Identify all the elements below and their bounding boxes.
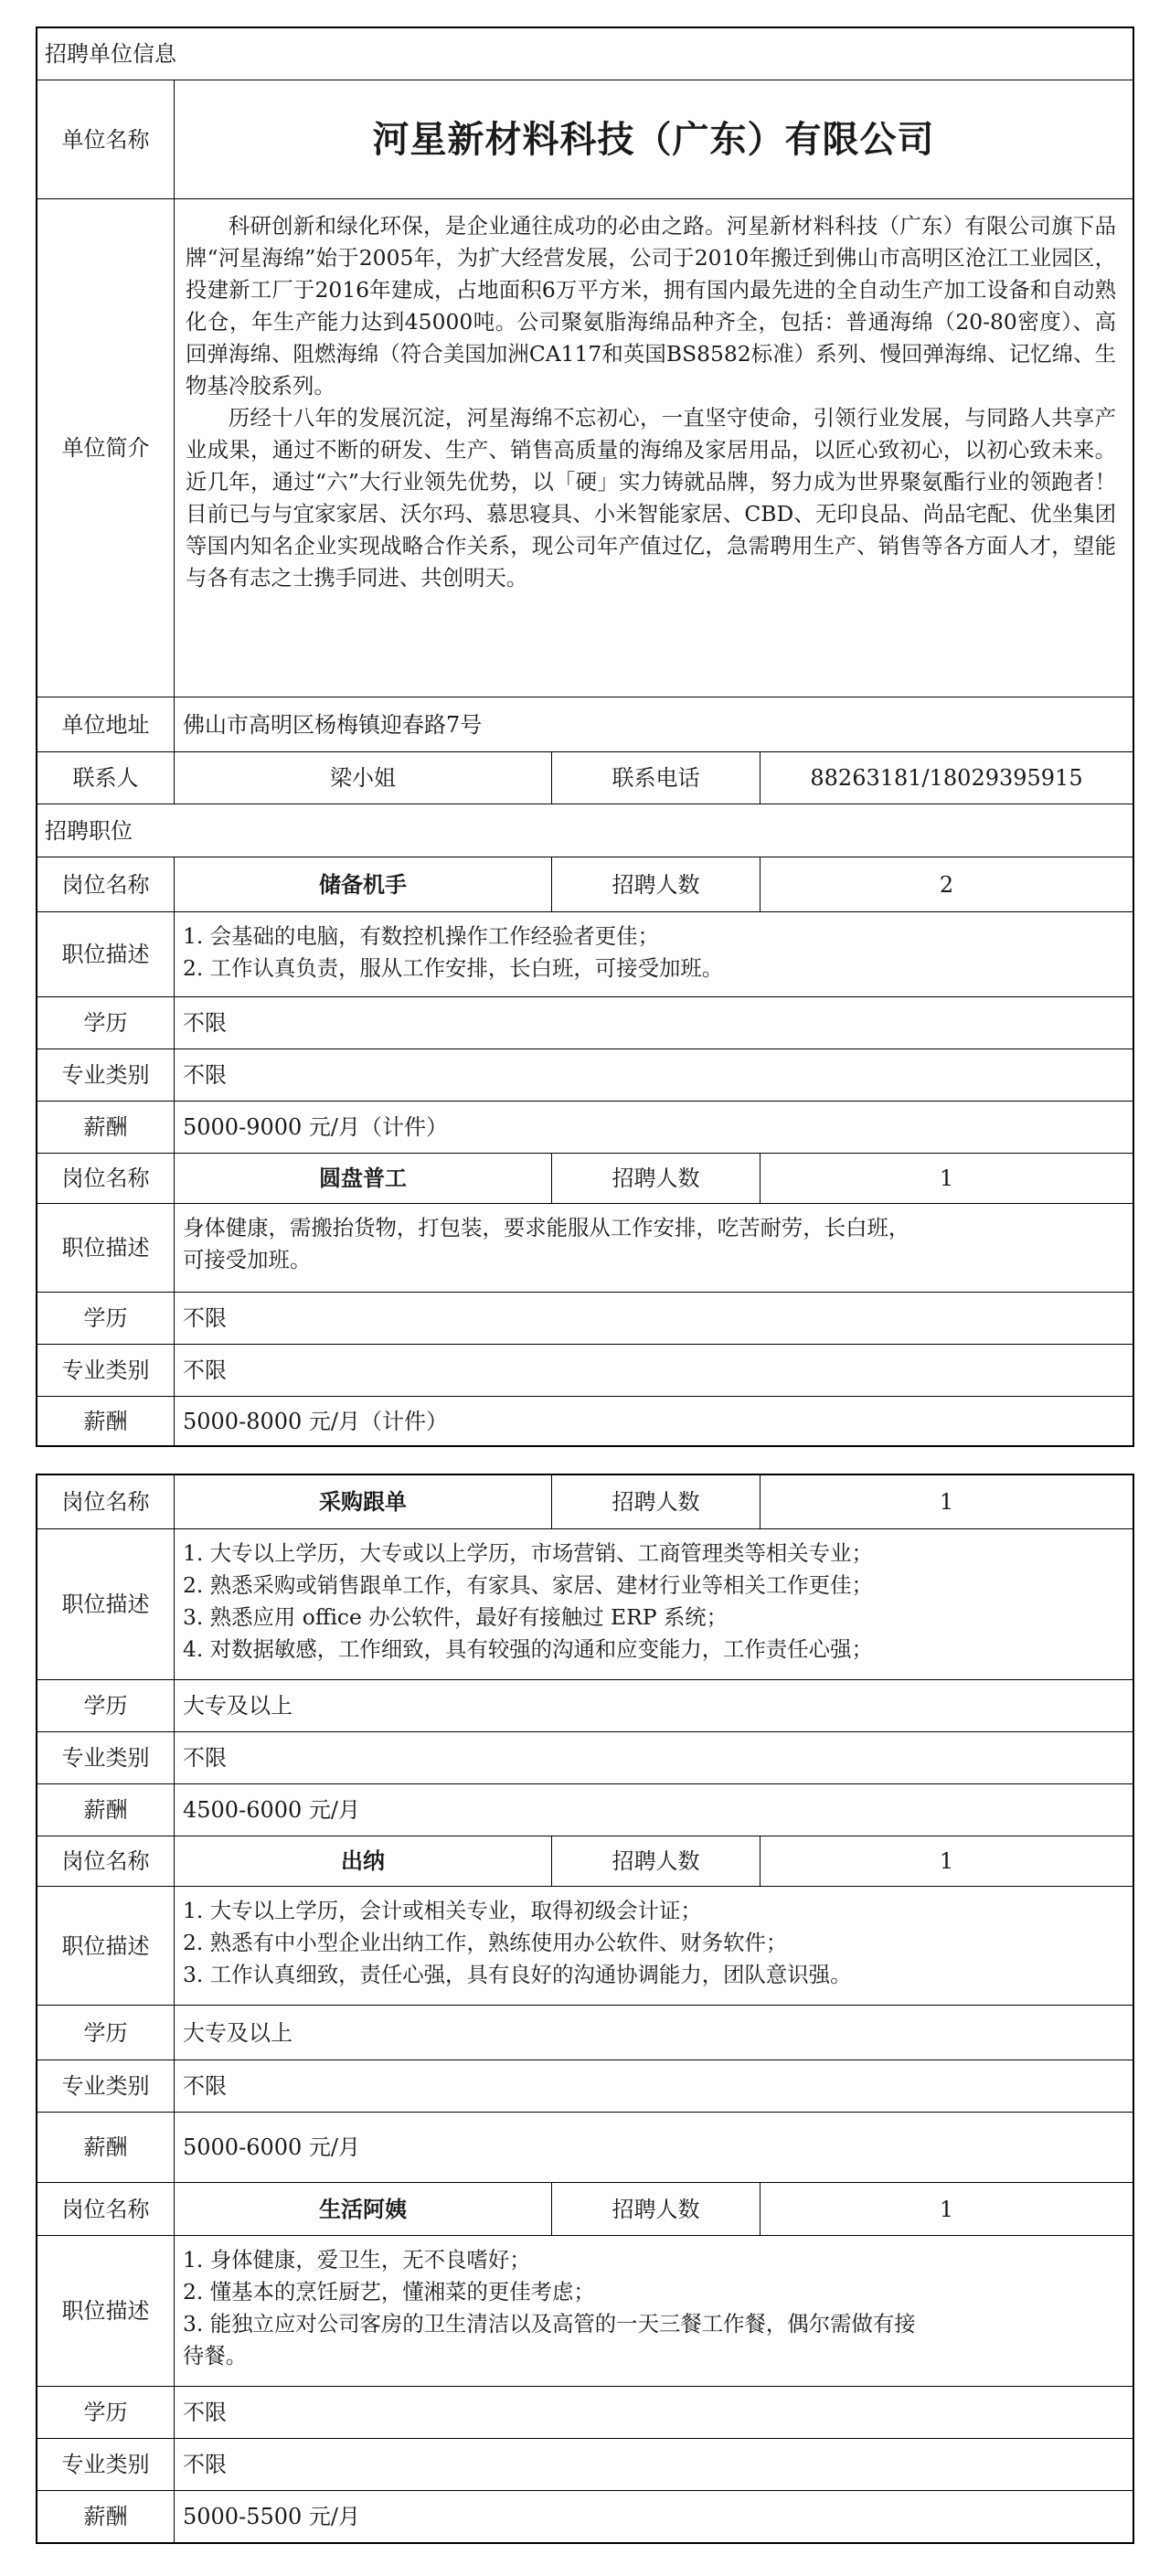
- major-row: [37, 1731, 1133, 1783]
- job-salary: 5000-8000 元/月（计件）: [174, 1397, 1133, 1445]
- salary-row: [37, 2112, 1133, 2182]
- description-line: 3. 工作认真细致，责任心强，具有良好的沟通协调能力，团队意识强。: [183, 1962, 852, 1987]
- count-label: 招聘人数: [551, 1836, 760, 1886]
- job-description: [174, 1887, 1133, 2005]
- job-salary: 5000-6000 元/月: [174, 2113, 1133, 2182]
- company-intro: [174, 199, 1133, 697]
- major-label: 专业类别: [61, 2073, 150, 2099]
- job-title-row: [37, 1836, 1133, 1886]
- job-title: 采购跟单: [174, 1475, 551, 1528]
- job-description: [174, 1204, 1133, 1292]
- position-label: 岗位名称: [61, 2196, 150, 2222]
- job-major: 不限: [174, 1345, 1133, 1396]
- job-education: 不限: [174, 2387, 1133, 2438]
- section-header-unit-info: [37, 28, 1133, 80]
- salary-label: 薪酬: [83, 1797, 128, 1823]
- job-title: 圆盘普工: [174, 1154, 551, 1203]
- description-label: 职位描述: [61, 1932, 150, 1959]
- major-row: [37, 1344, 1133, 1396]
- description-line: 待餐。: [183, 2343, 248, 2368]
- job-title-row: [37, 1475, 1133, 1528]
- description-label: 职位描述: [61, 1235, 150, 1261]
- description-label: 职位描述: [61, 2298, 150, 2324]
- education-row: [37, 2386, 1133, 2438]
- description-line: 1. 大专以上学历，大专或以上学历，市场营销、工商管理类等相关专业；: [183, 1540, 873, 1566]
- contact-label: 联系人: [72, 765, 139, 791]
- contact-row: [37, 751, 1133, 804]
- job-count: 2: [760, 857, 1133, 911]
- education-row: [37, 996, 1133, 1048]
- job-count: 1: [760, 1154, 1133, 1203]
- job-count: 1: [760, 1475, 1133, 1528]
- education-label: 学历: [83, 2400, 128, 2425]
- description-line: 可接受加班。: [183, 1247, 312, 1272]
- job-major: 不限: [174, 1732, 1133, 1783]
- job-count: 1: [760, 2183, 1133, 2235]
- company-intro-label: 单位简介: [61, 435, 150, 461]
- intro-paragraph: 历经十八年的发展沉淀，河星海绵不忘初心，一直坚守使命，引领行业发展，与同路人共享产业成果，通过不断的研发、生产、销售高质量的海绵及家居用品，以匠心致初心，以初心致未来。近几年，通过“六”大行业领先优势，以「硬」实力铸就品牌，努力成为世界聚氨酯行业的领跑者！目前已与与宜家家居、沃尔玛、慕思寝具、小米智能家居、CBD、无印良品、尚品宅配、优坐集团等国内知名企业实现战略合作关系，现公司年产值过亿，急需聘用生产、销售等各方面人才，望能与各有志之士携手同进、共创明天。: [186, 405, 1116, 591]
- education-row: [37, 2005, 1133, 2060]
- count-label: 招聘人数: [551, 1154, 760, 1203]
- description-line: 3. 能独立应对公司客房的卫生清洁以及高管的一天三餐工作餐，偶尔需做有接: [183, 2311, 916, 2336]
- phone-label: 联系电话: [551, 752, 760, 804]
- job-title-row: [37, 2182, 1133, 2235]
- section-title: 招聘职位: [45, 817, 133, 844]
- description-label: 职位描述: [61, 1591, 150, 1617]
- description-label: 职位描述: [61, 942, 150, 967]
- recruitment-table-part-1: [36, 27, 1134, 1447]
- description-line: 4. 对数据敏感，工作细致，具有较强的沟通和应变能力，工作责任心强；: [183, 1636, 873, 1662]
- job-description-row: [37, 1203, 1133, 1292]
- job-title: 出纳: [174, 1836, 551, 1886]
- major-row: [37, 1048, 1133, 1101]
- position-label: 岗位名称: [61, 1848, 150, 1874]
- company-name-label: 单位名称: [61, 126, 150, 153]
- major-row: [37, 2438, 1133, 2490]
- intro-paragraph: 科研创新和绿化环保，是企业通往成功的必由之路。河星新材料科技（广东）有限公司旗下品牌“河星海绵”始于2005年，为扩大经营发展，公司于2010年搬迁到佛山市高明区沧江工业园区，投建新工厂于2016年建成，占地面积6万平方米，拥有国内最先进的全自动生产加工设备和自动熟化仓，年生产能力达到45000吨。公司聚氨脂海绵品种齐全，包括：普通海绵（20-80密度）、高回弹海绵、阻燃海绵（符合美国加洲CA117和英国BS8582标准）系列、慢回弹海绵、记忆绵、生物基冷胶系列。: [186, 213, 1116, 399]
- major-label: 专业类别: [61, 1357, 150, 1383]
- contact-person: 梁小姐: [174, 752, 551, 804]
- description-line: 1. 身体健康，爱卫生，无不良嗜好；: [183, 2247, 531, 2273]
- education-label: 学历: [83, 1305, 128, 1331]
- salary-row: [37, 1783, 1133, 1836]
- salary-label: 薪酬: [83, 1408, 128, 1434]
- major-label: 专业类别: [61, 1062, 150, 1088]
- count-label: 招聘人数: [551, 1475, 760, 1528]
- job-count: 1: [760, 1836, 1133, 1886]
- major-label: 专业类别: [61, 1745, 150, 1771]
- position-label: 岗位名称: [61, 871, 150, 898]
- job-description-row: [37, 2235, 1133, 2386]
- count-label: 招聘人数: [551, 2183, 760, 2235]
- address-label: 单位地址: [61, 711, 150, 738]
- job-description-row: [37, 1886, 1133, 2005]
- job-salary: 5000-9000 元/月（计件）: [174, 1102, 1133, 1153]
- description-line: 1. 大专以上学历，会计或相关专业，取得初级会计证；: [183, 1898, 702, 1923]
- major-row: [37, 2060, 1133, 2112]
- job-major: 不限: [174, 2060, 1133, 2112]
- company-intro-row: [37, 198, 1133, 697]
- company-name-row: [37, 80, 1133, 198]
- job-education: 大专及以上: [174, 1680, 1133, 1731]
- job-description: [174, 912, 1133, 996]
- contact-phone: 88263181/18029395915: [760, 752, 1133, 804]
- job-major: 不限: [174, 2439, 1133, 2490]
- recruitment-table-part-2: [36, 1474, 1134, 2544]
- address-row: [37, 697, 1133, 751]
- description-line: 2. 熟悉采购或销售跟单工作，有家具、家居、建材行业等相关工作更佳；: [183, 1572, 873, 1598]
- salary-row: [37, 2490, 1133, 2542]
- salary-label: 薪酬: [83, 2134, 128, 2160]
- job-major: 不限: [174, 1049, 1133, 1101]
- education-label: 学历: [83, 2019, 128, 2046]
- description-line: 2. 懂基本的烹饪厨艺，懂湘菜的更佳考虑；: [183, 2279, 595, 2305]
- job-title: 储备机手: [174, 857, 551, 911]
- job-salary: 5000-5500 元/月: [174, 2491, 1133, 2542]
- description-line: 2. 工作认真负责，服从工作安排，长白班，可接受加班。: [183, 955, 724, 981]
- company-name: 河星新材料科技（广东）有限公司: [174, 80, 1133, 198]
- education-label: 学历: [83, 1010, 128, 1036]
- job-description: [174, 1529, 1133, 1679]
- salary-label: 薪酬: [83, 1114, 128, 1140]
- job-education: 不限: [174, 1293, 1133, 1344]
- salary-row: [37, 1396, 1133, 1445]
- education-label: 学历: [83, 1693, 128, 1719]
- description-line: 2. 熟悉有中小型企业出纳工作，熟练使用办公软件、财务软件；: [183, 1930, 788, 1955]
- description-line: 身体健康，需搬抬货物，打包装，要求能服从工作安排，吃苦耐劳，长白班，: [183, 1215, 910, 1240]
- job-education: 大专及以上: [174, 2006, 1133, 2060]
- company-address: 佛山市高明区杨梅镇迎春路7号: [174, 697, 1133, 751]
- job-description: [174, 2236, 1133, 2386]
- job-title-row: [37, 857, 1133, 911]
- job-description-row: [37, 911, 1133, 996]
- description-line: 3. 熟悉应用 office 办公软件，最好有接触过 ERP 系统；: [183, 1604, 729, 1630]
- major-label: 专业类别: [61, 2452, 150, 2477]
- job-title-row: [37, 1153, 1133, 1203]
- section-title: 招聘单位信息: [45, 41, 176, 67]
- description-line: 1. 会基础的电脑，有数控机操作工作经验者更佳；: [183, 923, 659, 949]
- job-education: 不限: [174, 997, 1133, 1048]
- section-header-positions: [37, 804, 1133, 857]
- salary-label: 薪酬: [83, 2504, 128, 2529]
- position-label: 岗位名称: [61, 1489, 150, 1515]
- job-title: 生活阿姨: [174, 2183, 551, 2235]
- job-description-row: [37, 1528, 1133, 1679]
- education-row: [37, 1679, 1133, 1731]
- position-label: 岗位名称: [61, 1166, 150, 1191]
- job-salary: 4500-6000 元/月: [174, 1784, 1133, 1836]
- count-label: 招聘人数: [551, 857, 760, 911]
- education-row: [37, 1292, 1133, 1344]
- salary-row: [37, 1101, 1133, 1153]
